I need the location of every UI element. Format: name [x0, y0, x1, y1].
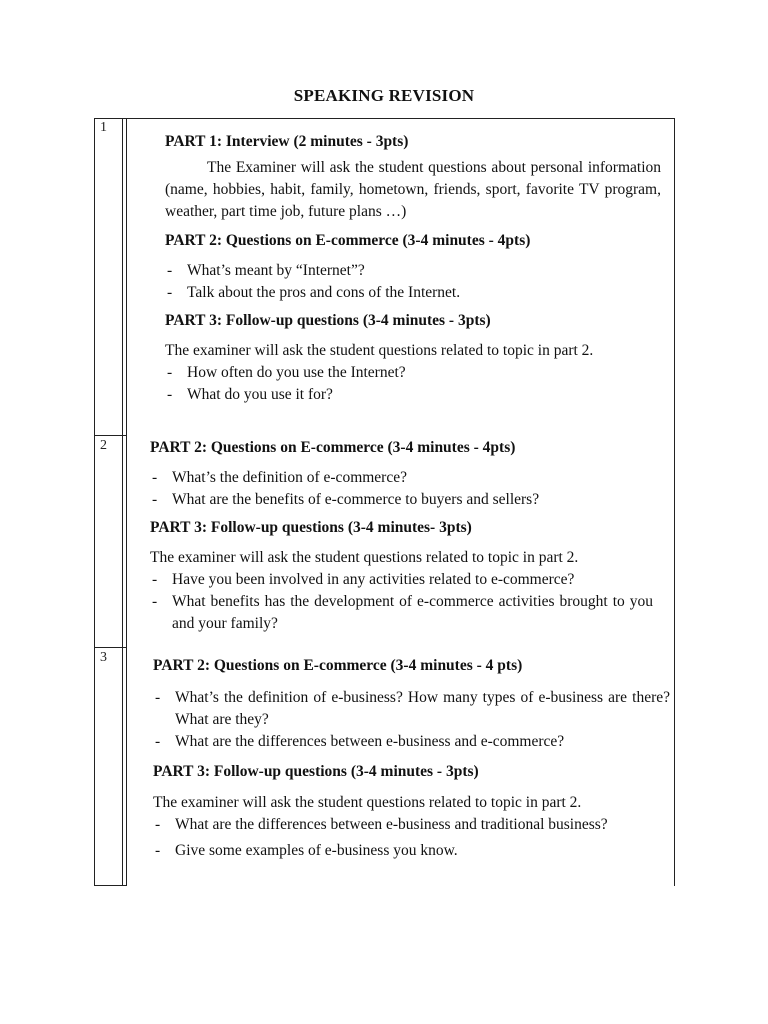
section-heading: PART 2: Questions on E-commerce (3-4 minutes - 4pts) — [150, 439, 516, 456]
list-item: - What benefits has the development of e-commerce activities brought to you and your family? — [150, 591, 653, 635]
list-item: - What’s the definition of e-commerce? — [150, 467, 653, 489]
list-item: - What’s meant by “Internet”? — [165, 260, 661, 282]
list-item: - Have you been involved in any activities related to e-commerce? — [150, 569, 653, 591]
row-number: 2 — [100, 438, 107, 453]
row-divider-1 — [94, 435, 127, 436]
table-right-border — [674, 118, 675, 886]
list-item: - What do you use it for? — [165, 384, 661, 406]
section-paragraph: The examiner will ask the student questions related to topic in part 2. — [153, 794, 582, 811]
list-item: - How often do you use the Internet? — [165, 362, 661, 384]
list-item: - What are the differences between e-business and traditional business? — [153, 814, 670, 836]
section-heading: PART 1: Interview (2 minutes - 3pts) — [165, 133, 409, 150]
section-paragraph: The Examiner will ask the student questions about personal information (name, hobbies, habit, family, hometown, friends, sport, favorite TV program, weather, part time job, future plans …) — [165, 159, 661, 220]
section-paragraph: The examiner will ask the student questions related to topic in part 2. — [150, 549, 579, 566]
list-item: - Give some examples of e-business you know. — [153, 840, 670, 862]
number-column-border — [122, 118, 123, 886]
question-list — [150, 467, 653, 511]
row-divider-2 — [94, 647, 127, 648]
table-left-border — [94, 118, 95, 886]
table-top-border — [94, 118, 675, 119]
row-number: 1 — [100, 120, 107, 135]
question-list — [153, 814, 670, 862]
question-list — [165, 260, 661, 304]
section-heading: PART 3: Follow-up questions (3-4 minutes - 3pts) — [165, 312, 491, 329]
row-1-content — [165, 131, 661, 406]
list-item: - What’s the definition of e-business? How many types of e-business are there? What are they? — [153, 687, 670, 731]
section-heading: PART 2: Questions on E-commerce (3-4 minutes - 4pts) — [165, 232, 531, 249]
question-list — [165, 362, 661, 406]
row-number: 3 — [100, 650, 107, 665]
row-2-content — [150, 437, 653, 635]
section-heading: PART 3: Follow-up questions (3-4 minutes- 3pts) — [150, 519, 472, 536]
question-list — [153, 687, 670, 753]
section-paragraph: The examiner will ask the student questions related to topic in part 2. — [165, 342, 594, 359]
question-list — [150, 569, 653, 635]
row-3-content — [153, 655, 670, 862]
list-item: - What are the differences between e-business and e-commerce? — [153, 731, 670, 753]
section-heading: PART 3: Follow-up questions (3-4 minutes - 3pts) — [153, 763, 479, 780]
content-column-border — [126, 118, 127, 886]
list-item: - What are the benefits of e-commerce to buyers and sellers? — [150, 489, 653, 511]
document-title: SPEAKING REVISION — [293, 86, 475, 105]
table-bottom-border — [94, 885, 127, 886]
list-item: - Talk about the pros and cons of the Internet. — [165, 282, 661, 304]
section-heading: PART 2: Questions on E-commerce (3-4 minutes - 4 pts) — [153, 657, 523, 674]
